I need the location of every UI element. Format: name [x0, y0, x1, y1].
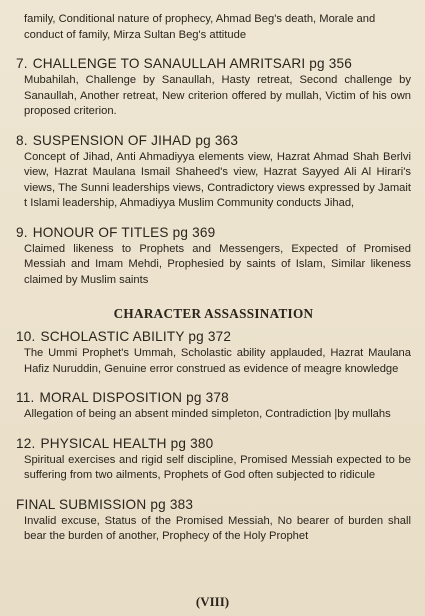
section-12	[16, 435, 411, 484]
section-7	[16, 55, 411, 120]
section-heading	[16, 55, 411, 72]
section-title: HONOUR OF TITLES pg 369	[32, 224, 216, 240]
section-heading	[16, 435, 411, 452]
section-10	[16, 328, 411, 377]
section-body: The Ummi Prophet's Ummah, Scholastic ability applauded, Hazrat Maulana Hafiz Nuruddin, Genuine error construed as evidence of meagre knowledge	[24, 347, 411, 375]
section-number: 11.	[16, 390, 35, 405]
section-8	[16, 132, 411, 212]
section-title: SUSPENSION OF JIHAD pg 363	[32, 132, 239, 148]
section-body: Invalid excuse, Status of the Promised Messiah, No bearer of burden shall bear the burden of another, Prophecy of the Holy Prophet	[24, 514, 411, 542]
section-heading	[16, 132, 411, 149]
section-title: PHYSICAL HEALTH pg 380	[40, 435, 214, 451]
intro-paragraph: family, Conditional nature of prophecy, Ahmad Beg's death, Morale and conduct of family, Mirza Sultan Beg's attitude	[24, 13, 376, 41]
section-heading	[16, 224, 411, 241]
section-heading	[16, 389, 411, 406]
section-heading	[16, 496, 411, 513]
section-11	[16, 389, 411, 423]
page-number: (VIII)	[195, 594, 230, 609]
section-title: CHALLENGE TO SANAULLAH AMRITSARI pg 356	[32, 56, 353, 71]
part-heading: CHARACTER ASSASSINATION	[113, 306, 314, 321]
section-number: 10.	[16, 329, 36, 344]
section-number: 12.	[16, 435, 36, 451]
section-title: SCHOLASTIC ABILITY pg 372	[40, 329, 232, 344]
section-heading	[16, 328, 411, 345]
section-body: Mubahilah, Challenge by Sanaullah, Hasty retreat, Second challenge by Sanaullah, Another retreat, New criterion offered by mullah, Victim of his own proposed criterion.	[24, 74, 411, 117]
section-title: FINAL SUBMISSION pg 383	[16, 496, 194, 512]
section-final-submission	[16, 496, 411, 545]
section-9	[16, 224, 411, 289]
section-number: 8.	[16, 132, 28, 148]
section-body: Spiritual exercises and rigid self discipline, Promised Messiah expected to be suffering from two ailments, Prophets of God often subjected to ridicule	[24, 453, 411, 481]
section-title: MORAL DISPOSITION pg 378	[39, 390, 229, 405]
section-number: 7.	[16, 56, 28, 71]
section-number: 9.	[16, 224, 28, 240]
section-body: Allegation of being an absent minded simpleton, Contradiction |by mullahs	[24, 408, 391, 420]
section-body: Concept of Jihad, Anti Ahmadiyya elements view, Hazrat Ahmad Shah Berlvi view, Hazrat Maulana Ismail Shaheed's view, Hazrat Sayyed Ali Al Hirari's views, The Sunni leaderships views, Contradictory views expressed by Jamait t Islami leadership, Ahmadiyya Muslim Community conducts Jihad,	[24, 150, 411, 209]
section-body: Claimed likeness to Prophets and Messengers, Expected of Promised Messiah and Imam Mehdi, Prophesied by saints of Islam, Similar likeness claimed by Muslim saints	[24, 242, 411, 286]
